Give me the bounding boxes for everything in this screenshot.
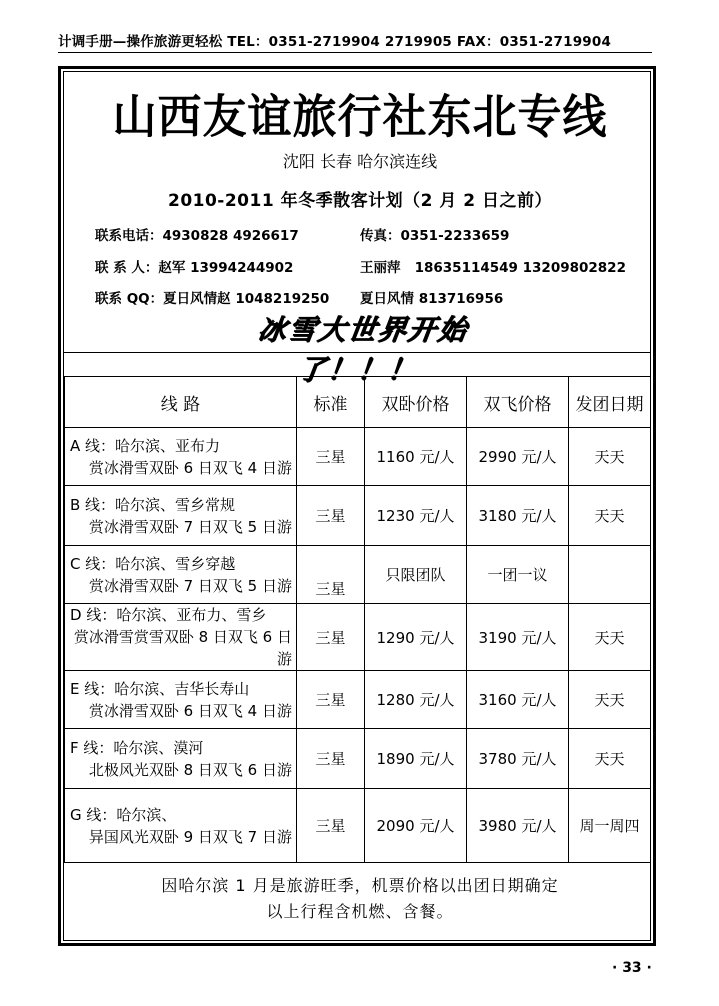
standard-cell: 三星 — [297, 729, 365, 789]
page-number: · 33 · — [612, 960, 652, 976]
sleeper-price-cell: 1160 元/人 — [365, 428, 467, 486]
standard-cell: 三星 — [297, 604, 365, 671]
departure-cell: 天天 — [569, 428, 651, 486]
person2-phones: 18635114549 13209802822 — [414, 260, 626, 276]
standard-cell: 三星 — [297, 789, 365, 863]
route-detail: 赏冰滑雪双卧 7 日双飞 5 日游 — [88, 576, 292, 595]
qq2: 夏日风情 813716956 — [360, 291, 504, 307]
slogan: 冰雪大世界开始了！！！ — [255, 313, 471, 386]
running-header — [58, 30, 652, 53]
page-title: 山西友谊旅行社东北专线 — [112, 90, 608, 145]
route-cell — [65, 604, 297, 671]
contact-phone — [95, 226, 299, 246]
sleeper-price-cell: 1290 元/人 — [365, 604, 467, 671]
flight-price-cell: 3190 元/人 — [467, 604, 569, 671]
table-row — [65, 428, 651, 486]
col-header-route: 线 路 — [65, 377, 297, 428]
route-name: E 线：哈尔滨、吉华长寿山 — [70, 679, 250, 698]
contact-fax — [360, 226, 509, 246]
route-name: F 线：哈尔滨、漠河 — [70, 738, 204, 757]
route-cities: 沈阳 长春 哈尔滨连线 — [282, 152, 438, 171]
route-name: B 线：哈尔滨、雪乡常规 — [70, 495, 236, 514]
table-row — [65, 789, 651, 863]
phone-value: 4930828 4926617 — [162, 228, 299, 244]
departure-cell — [569, 546, 651, 604]
route-name: C 线：哈尔滨、雪乡穿越 — [70, 554, 236, 573]
route-detail: 赏冰滑雪赏雪双卧 8 日双飞 6 日游 — [73, 628, 292, 668]
flight-price-cell: 3980 元/人 — [467, 789, 569, 863]
col-header-sleeper-price: 双卧价格 — [365, 377, 467, 428]
header-text: 计调手册—操作旅游更轻松 TEL：0351-2719904 2719905 FAX：0351-2719904 — [58, 34, 612, 50]
qq-label: 联系 QQ： — [95, 291, 164, 307]
sleeper-price-cell: 只限团队 — [365, 546, 467, 604]
col-header-departure: 发团日期 — [569, 377, 651, 428]
standard-cell: 三星 — [297, 428, 365, 486]
qq1: 夏日风情赵 1048219250 — [163, 291, 330, 307]
route-detail: 赏冰滑雪双卧 7 日双飞 5 日游 — [88, 517, 292, 536]
col-header-standard: 标准 — [297, 377, 365, 428]
route-cell — [65, 428, 297, 486]
route-name: A 线：哈尔滨、亚布力 — [70, 436, 221, 455]
route-detail: 异国风光双卧 9 日双飞 7 日游 — [88, 827, 292, 846]
table-row — [65, 546, 651, 604]
person2-name: 王丽萍 — [360, 260, 401, 276]
table-row — [65, 604, 651, 671]
route-detail: 北极风光双卧 8 日双飞 6 日游 — [88, 760, 292, 779]
phone-label: 联系电话： — [95, 228, 163, 244]
standard-cell: 三星 — [297, 546, 365, 604]
departure-cell: 周一周四 — [569, 789, 651, 863]
person-label: 联 系 人： — [95, 260, 159, 276]
flight-price-cell: 2990 元/人 — [467, 428, 569, 486]
departure-cell: 天天 — [569, 671, 651, 729]
route-cell — [65, 671, 297, 729]
standard-cell: 三星 — [297, 671, 365, 729]
route-detail: 赏冰滑雪双卧 6 日双飞 4 日游 — [88, 458, 292, 477]
departure-cell: 天天 — [569, 604, 651, 671]
footer-note-2: 以上行程含机燃、含餐。 — [266, 902, 454, 921]
flight-price-cell: 3780 元/人 — [467, 729, 569, 789]
footer-note-1: 因哈尔滨 1 月是旅游旺季，机票价格以出团日期确定 — [161, 876, 559, 895]
departure-cell: 天天 — [569, 486, 651, 546]
season-plan: 2010-2011 年冬季散客计划（2 月 2 日之前） — [167, 191, 552, 211]
separator-line — [63, 352, 651, 353]
table-row — [65, 486, 651, 546]
sleeper-price-cell: 1230 元/人 — [365, 486, 467, 546]
flight-price-cell: 一团一议 — [467, 546, 569, 604]
route-name: D 线：哈尔滨、亚布力、雪乡 — [70, 606, 267, 624]
sleeper-price-cell: 1280 元/人 — [365, 671, 467, 729]
person1: 赵军 13994244902 — [158, 260, 294, 276]
route-cell — [65, 546, 297, 604]
departure-cell: 天天 — [569, 729, 651, 789]
contact-person2 — [360, 258, 626, 278]
col-header-flight-price: 双飞价格 — [467, 377, 569, 428]
sleeper-price-cell: 2090 元/人 — [365, 789, 467, 863]
route-cell — [65, 729, 297, 789]
route-detail: 赏冰滑雪双卧 6 日双飞 4 日游 — [88, 701, 292, 720]
contact-qq2 — [360, 289, 503, 309]
table-header-row — [65, 377, 651, 428]
route-cell — [65, 789, 297, 863]
table-row — [65, 671, 651, 729]
sleeper-price-cell: 1890 元/人 — [365, 729, 467, 789]
flight-price-cell: 3160 元/人 — [467, 671, 569, 729]
fax-label: 传真： — [360, 228, 401, 244]
flight-price-cell: 3180 元/人 — [467, 486, 569, 546]
routes-table — [64, 376, 651, 863]
route-name: G 线：哈尔滨、 — [70, 805, 177, 824]
route-cell — [65, 486, 297, 546]
standard-cell: 三星 — [297, 486, 365, 546]
table-row — [65, 729, 651, 789]
contact-person — [95, 258, 293, 278]
contact-qq — [95, 289, 329, 309]
fax-value: 0351-2233659 — [400, 228, 510, 244]
